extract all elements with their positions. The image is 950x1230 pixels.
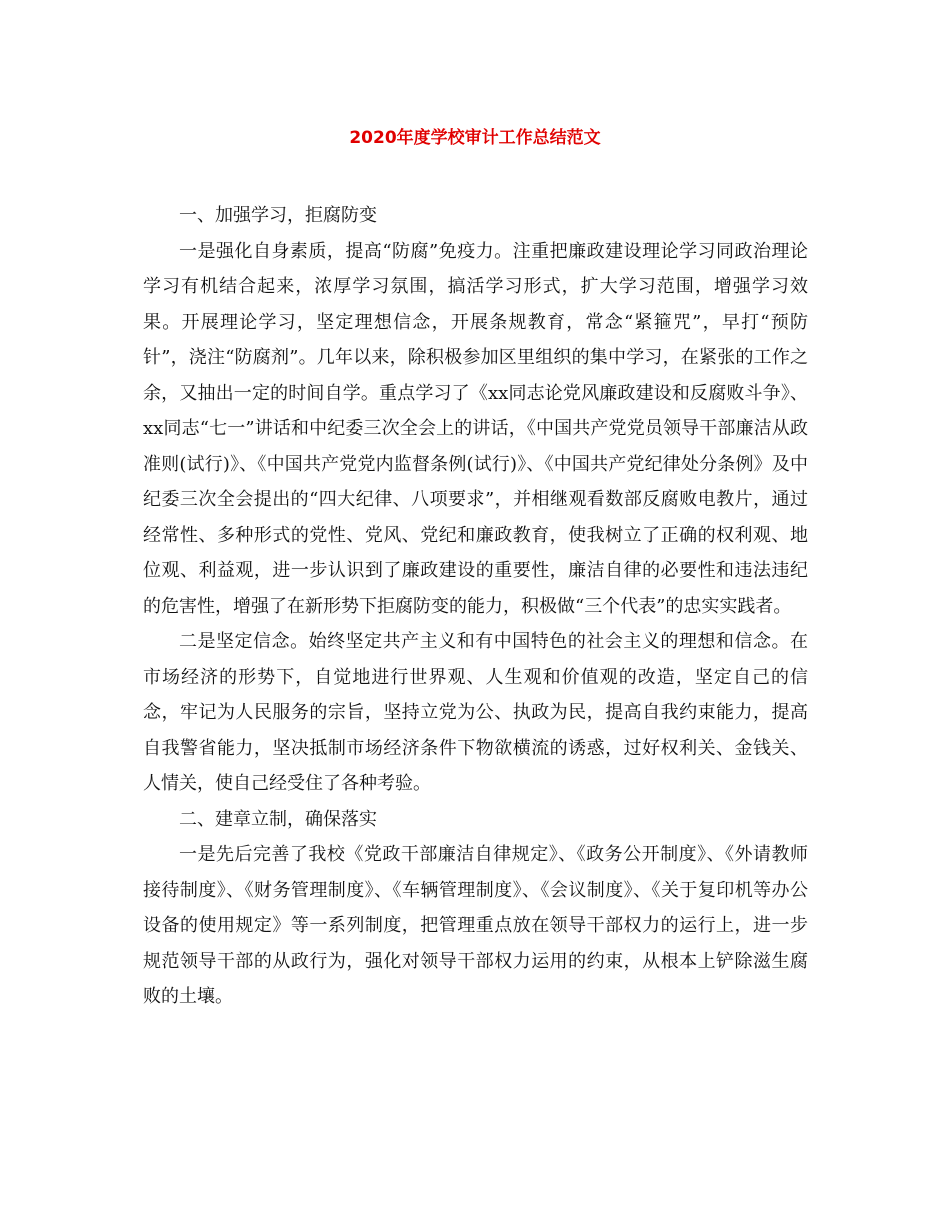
body-paragraph: 二是坚定信念。始终坚定共产主义和有中国特色的社会主义的理想和信念。在市场经济的形势下，自觉地进行世界观、人生观和价值观的改造，坚定自己的信念，牢记为人民服务的宗旨，坚持立党为公、执政为民，提高自我约束能力，提高自我警省能力，坚决抵制市场经济条件下物欲横流的诱惑，过好权利关、金钱关、人情关，使自己经受住了各种考验。 — [143, 631, 808, 794]
body-paragraph: 一是先后完善了我校《党政干部廉洁自律规定》、《政务公开制度》、《外请教师接待制度》、《财务管理制度》、《车辆管理制度》、《会议制度》、《关于复印机等办公设备的使用规定》等一系列制度，把管理重点放在领导干部权力的运行上，进一步规范领导干部的从政行为，强化对领导干部权力运用的约束，从根本上铲除滋生腐败的土壤。 — [143, 844, 808, 1007]
section-heading-1: 一、加强学习，拒腐防变 — [179, 205, 377, 226]
document-body — [143, 198, 808, 1015]
body-paragraph: 一是强化自身素质，提高“防腐”免疫力。注重把廉政建设理论学习同政治理论学习有机结合起来，浓厚学习氛围，搞活学习形式，扩大学习范围，增强学习效果。开展理论学习，坚定理想信念，开展条规教育，常念“紧箍咒”，早打“预防针”，浇注“防腐剂”。几年以来，除积极参加区里组织的集中学习，在紧张的工作之余，又抽出一定的时间自学。重点学习了《xx同志论党风廉政建设和反腐败斗争》、xx同志“七一”讲话和中纪委三次全会上的讲话，《中国共产党党员领导干部廉洁从政准则(试行)》、《中国共产党党内监督条例(试行)》、《中国共产党纪律处分条例》及中纪委三次全会提出的“四大纪律、八项要求”，并相继观看数部反腐败电教片，通过经常性、多种形式的党性、党风、党纪和廉政教育，使我树立了正确的权利观、地位观、利益观，进一步认识到了廉政建设的重要性，廉洁自律的必要性和违法违纪的危害性，增强了在新形势下拒腐防变的能力，积极做“三个代表”的忠实实践者。 — [143, 240, 808, 617]
document-title: 2020年度学校审计工作总结范文 — [349, 128, 601, 148]
section-heading-2: 二、建章立制，确保落实 — [179, 808, 377, 830]
